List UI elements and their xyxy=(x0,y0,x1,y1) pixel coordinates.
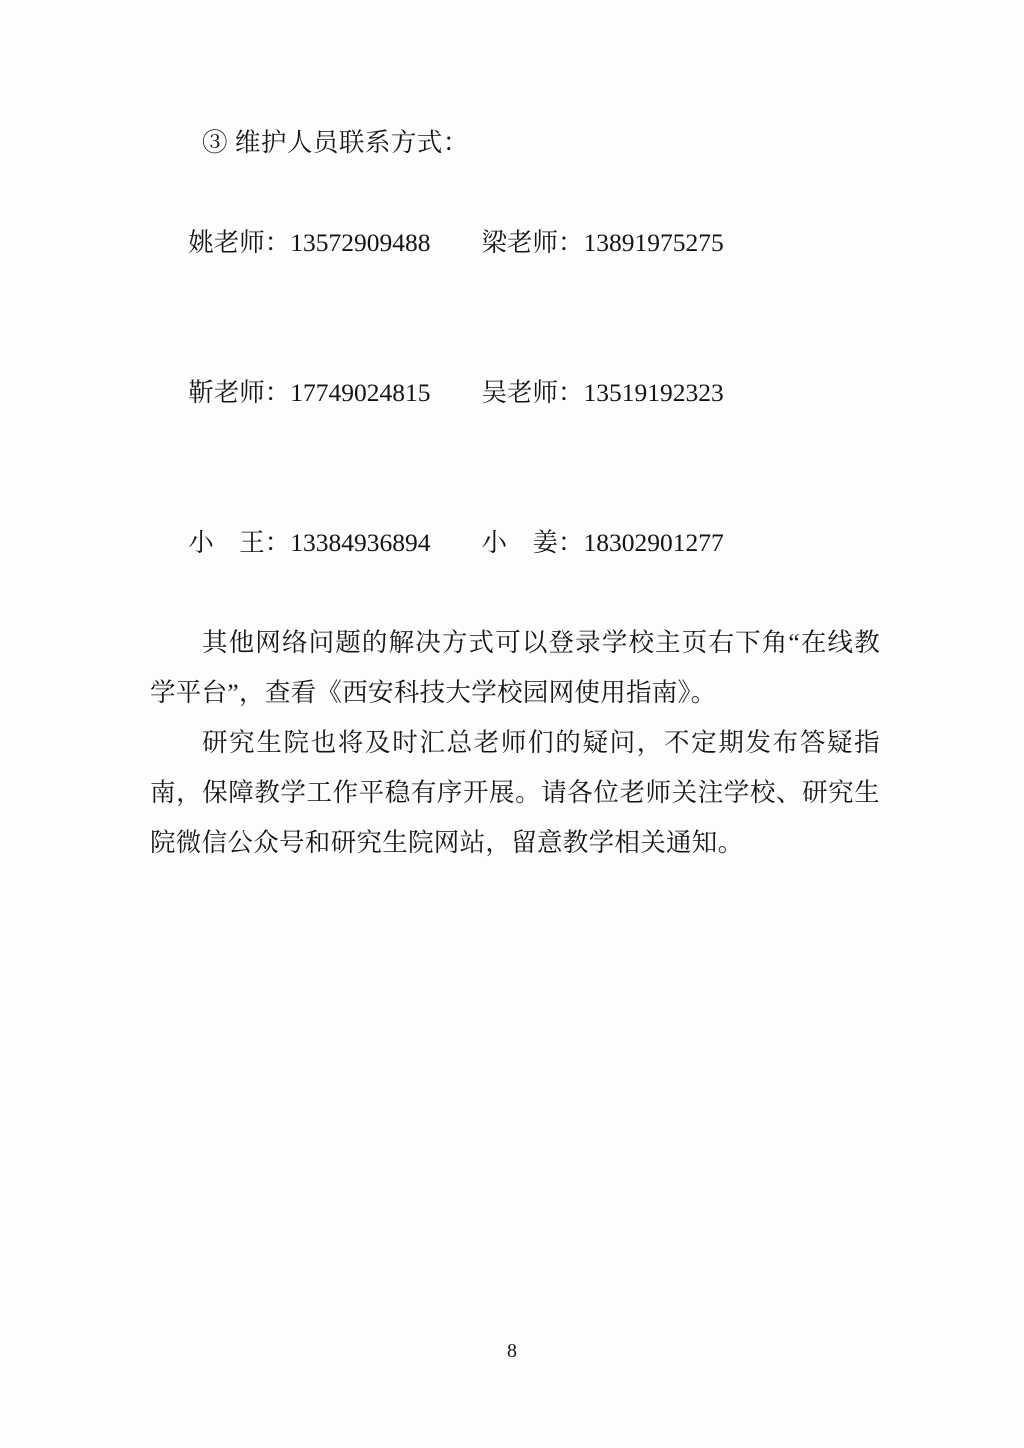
contact-row xyxy=(150,468,880,618)
contact-right-name: 梁老师： xyxy=(481,228,584,257)
contact-right-phone: 13891975275 xyxy=(583,228,724,257)
contact-row xyxy=(150,318,880,468)
contact-left-phone: 13572909488 xyxy=(290,228,431,257)
contact-left-name: 姚老师： xyxy=(188,228,291,257)
contact-left-phone: 13384936894 xyxy=(290,528,431,557)
contact-right-name: 吴老师： xyxy=(481,378,584,407)
contact-row xyxy=(150,168,880,318)
contact-right-phone: 13519192323 xyxy=(583,378,724,407)
contact-left-phone: 17749024815 xyxy=(290,378,431,407)
document-body xyxy=(150,118,880,868)
contact-right-phone: 18302901277 xyxy=(583,528,724,557)
paragraph-graduate-school-notice: 研究生院也将及时汇总老师们的疑问，不定期发布答疑指南，保障教学工作平稳有序开展。请各位老师关注学校、研究生院微信公众号和研究生院网站，留意教学相关通知。 xyxy=(150,728,880,857)
contact-gap xyxy=(431,528,482,557)
contact-gap xyxy=(431,228,482,257)
contact-gap xyxy=(431,378,482,407)
paragraph-network-help: 其他网络问题的解决方式可以登录学校主页右下角“在线教学平台”，查看《西安科技大学校园网使用指南》。 xyxy=(150,628,880,707)
section-heading: ③ 维护人员联系方式： xyxy=(202,128,469,157)
page-number: 8 xyxy=(507,1340,517,1362)
contact-right-name: 小 姜： xyxy=(481,528,584,557)
contact-left-name: 小 王： xyxy=(188,528,291,557)
contact-left-name: 靳老师： xyxy=(188,378,291,407)
